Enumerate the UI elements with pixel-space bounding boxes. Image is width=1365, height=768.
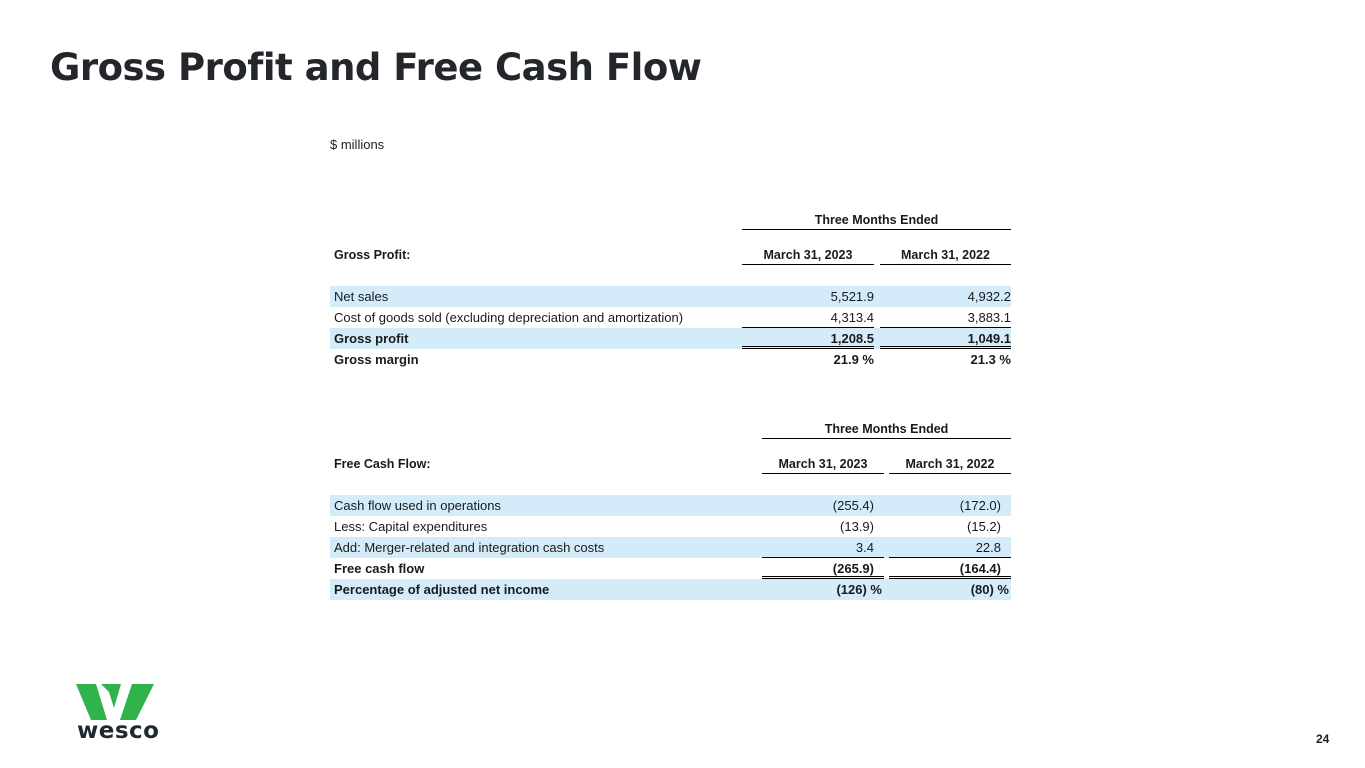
page-title: Gross Profit and Free Cash Flow — [50, 46, 702, 89]
gp-col-2022: March 31, 2022 — [880, 246, 1011, 265]
table-row — [330, 349, 1011, 370]
row-value-2023: 5,521.9 — [830, 289, 874, 304]
fcf-col-2023: March 31, 2023 — [762, 455, 884, 474]
row-value-2022 — [889, 558, 1011, 579]
value-text: 3.4 — [855, 540, 874, 555]
row-value-2022: 21.3 % — [970, 352, 1011, 367]
row-label: Add: Merger-related and integration cash costs — [334, 540, 605, 555]
row-value-2022 — [889, 537, 1011, 558]
logo-wordmark: wesco — [77, 718, 160, 744]
row-label: Less: Capital expenditures — [334, 519, 488, 534]
row-value-2023: 21.9 % — [833, 352, 874, 367]
row-label: Net sales — [334, 289, 389, 304]
gp-period-header: Three Months Ended — [742, 211, 1011, 230]
row-value-2022: 3,883.1 — [880, 307, 1011, 328]
row-value-2022: 1,049.1 — [880, 328, 1011, 349]
row-value-2022: (15.2) — [967, 519, 1001, 534]
row-label: Gross margin — [334, 352, 419, 367]
wesco-logo-icon — [76, 684, 156, 720]
row-label: Free cash flow — [334, 561, 425, 576]
gp-col-2023: March 31, 2023 — [742, 246, 874, 265]
table-row — [330, 307, 1011, 328]
table-row — [330, 516, 1011, 537]
table-row — [330, 495, 1011, 516]
row-value-2023: (255.4) — [832, 498, 874, 513]
units-label: $ millions — [330, 137, 385, 152]
row-label: Gross profit — [334, 331, 409, 346]
page-number: 24 — [1316, 732, 1330, 746]
fcf-period-header: Three Months Ended — [762, 420, 1011, 439]
gp-section-label: Gross Profit: — [334, 248, 411, 262]
row-label: Cost of goods sold (excluding depreciation and amortization) — [334, 310, 684, 325]
row-value-2023: (13.9) — [840, 519, 874, 534]
table-row — [330, 537, 1011, 558]
row-value-2023: 1,208.5 — [742, 328, 874, 349]
row-value-2023 — [762, 537, 884, 558]
table-row — [330, 558, 1011, 579]
value-text: 22.8 — [975, 540, 1001, 555]
value-text: (265.9) — [832, 561, 874, 576]
row-label: Cash flow used in operations — [334, 498, 501, 513]
row-value-2023 — [762, 558, 884, 579]
table-row — [330, 286, 1011, 307]
row-value-2022: (80) % — [970, 582, 1009, 597]
fcf-section-label: Free Cash Flow: — [334, 457, 431, 471]
row-value-2023: (126) % — [836, 582, 882, 597]
table-row — [330, 579, 1011, 600]
row-value-2022: 4,932.2 — [967, 289, 1011, 304]
table-row — [330, 328, 1011, 349]
fcf-col-2022: March 31, 2022 — [889, 455, 1011, 474]
row-value-2023: 4,313.4 — [742, 307, 874, 328]
row-value-2022: (172.0) — [959, 498, 1001, 513]
row-label: Percentage of adjusted net income — [334, 582, 550, 597]
value-text: (164.4) — [959, 561, 1001, 576]
